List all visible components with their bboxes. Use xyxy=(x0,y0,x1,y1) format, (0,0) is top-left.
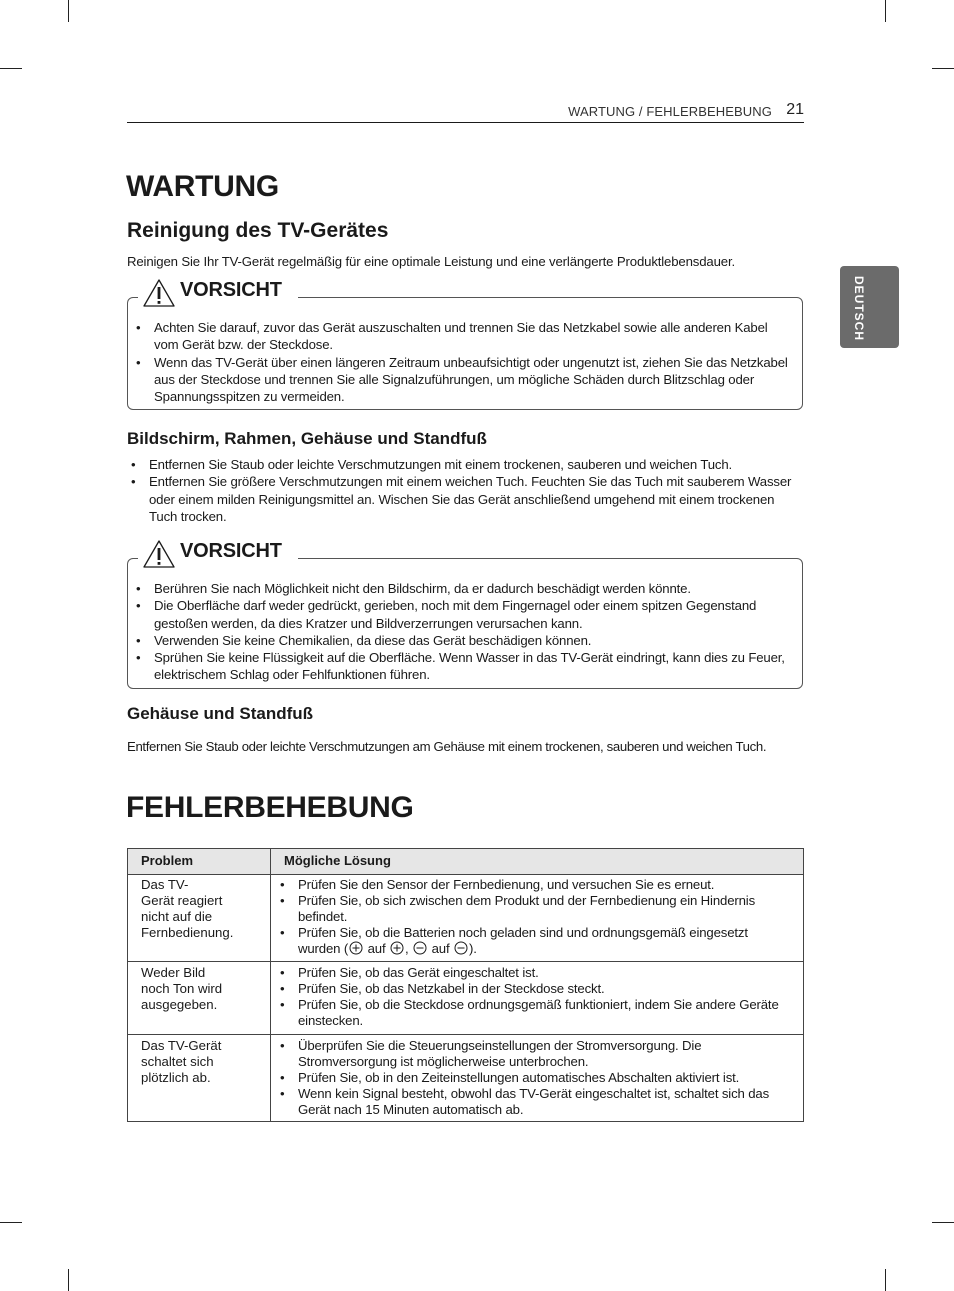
problem-line: ausgegeben. xyxy=(141,997,218,1012)
problem-line: nicht auf die xyxy=(141,909,213,924)
caution-list xyxy=(154,580,794,684)
column-header-problem: Problem xyxy=(141,853,194,868)
list-item: • Entfernen Sie Staub oder leichte Verschmutzungen mit einem trockenen, sauberen und weichen Tuch. xyxy=(149,456,804,473)
plus-circle-icon xyxy=(349,941,363,955)
subtitle-bildschirm: Bildschirm, Rahmen, Gehäuse und Standfuß xyxy=(127,429,487,448)
language-tab xyxy=(840,266,899,348)
crop-mark xyxy=(0,1222,22,1223)
battery-mid: auf xyxy=(364,941,390,956)
caution-title: VORSICHT xyxy=(180,279,282,301)
screen-list xyxy=(149,456,804,525)
problem-line: Das TV- xyxy=(141,877,189,892)
header-section: WARTUNG / FEHLERBEHEBUNG xyxy=(568,104,772,119)
crop-mark xyxy=(932,1222,954,1223)
list-item: • Sprühen Sie keine Flüssigkeit auf die Oberfläche. Wenn Wasser in das TV-Gerät eindringt, kann dies zu Feuer, elektrischem Schlag oder Fehlfunktionen führen. xyxy=(154,649,794,684)
list-item: • Prüfen Sie, ob das Gerät eingeschaltet ist. xyxy=(298,965,798,981)
list-item: • Prüfen Sie, ob sich zwischen dem Produkt und der Fernbedienung ein Hindernis befindet. xyxy=(298,893,798,925)
problem-line: noch Ton wird xyxy=(141,981,223,996)
warning-icon xyxy=(142,278,176,308)
row-divider xyxy=(128,1034,803,1035)
list-item: • Prüfen Sie, ob das Netzkabel in der Steckdose steckt. xyxy=(298,981,798,997)
section-title-wartung: WARTUNG xyxy=(126,170,279,203)
table-row-solution xyxy=(298,877,798,957)
list-item: • Prüfen Sie, ob in den Zeiteinstellungen automatisches Abschalten aktiviert ist. xyxy=(298,1070,798,1086)
caution-header xyxy=(138,535,298,569)
list-item: • Verwenden Sie keine Chemikalien, da diese das Gerät beschädigen können. xyxy=(154,632,794,649)
solution-text: Prüfen Sie, ob die Batterien noch geladen sind und ordnungsgemäß eingesetzt xyxy=(298,925,748,940)
running-header xyxy=(127,102,804,123)
solution-list xyxy=(298,877,798,957)
table-row-problem xyxy=(141,965,261,1013)
list-item: • Wenn kein Signal besteht, obwohl das TV-Gerät eingeschaltet ist, schaltet sich das Gerät nach 15 Minuten automatisch ab. xyxy=(298,1086,798,1118)
list-item: • Überprüfen Sie die Steuerungseinstellungen der Stromversorgung. Die Stromversorgung ist möglicherweise unterbrochen. xyxy=(298,1038,798,1070)
language-tab-label: DEUTSCH xyxy=(852,276,866,342)
caution-box xyxy=(127,540,803,689)
battery-sep: , xyxy=(405,941,413,956)
crop-mark xyxy=(68,0,69,22)
crop-mark xyxy=(68,1269,69,1291)
intro-text: Reinigen Sie Ihr TV-Gerät regelmäßig für eine optimale Leistung und eine verlängerte Produktlebensdauer. xyxy=(127,254,736,269)
crop-mark xyxy=(885,1269,886,1291)
crop-mark xyxy=(885,0,886,22)
list-item: • Berühren Sie nach Möglichkeit nicht den Bildschirm, da er dadurch beschädigt werden könnte. xyxy=(154,580,794,597)
page-number: 21 xyxy=(786,101,804,118)
caution-box xyxy=(127,279,803,410)
battery-suffix: ). xyxy=(468,941,477,956)
troubleshooting-table xyxy=(127,848,804,1122)
problem-line: Weder Bild xyxy=(141,965,206,980)
problem-line: Fernbedienung. xyxy=(141,925,234,940)
minus-circle-icon xyxy=(454,941,468,955)
plus-circle-icon xyxy=(390,941,404,955)
problem-line: Das TV-Gerät xyxy=(141,1038,222,1053)
problem-line: plötzlich ab. xyxy=(141,1070,211,1085)
subtitle-reinigung: Reinigung des TV-Gerätes xyxy=(127,219,389,242)
housing-text: Entfernen Sie Staub oder leichte Verschmutzungen am Gehäuse mit einem trockenen, sauberen und weichen Tuch. xyxy=(127,739,767,754)
list-item: • Prüfen Sie, ob die Steckdose ordnungsgemäß funktioniert, indem Sie andere Geräte einstecken. xyxy=(298,997,798,1029)
list-item: • Wenn das TV-Gerät über einen längeren Zeitraum unbeaufsichtigt oder ungenutzt ist, ziehen Sie das Netzkabel aus der Steckdose und trennen Sie alle Signalzuführungen, um mögliche Schäden durch Blitzschlag oder Spannungsspitzen zu vermeiden. xyxy=(154,354,794,406)
column-header-solution: Mögliche Lösung xyxy=(284,853,391,868)
list-item: • Entfernen Sie größere Verschmutzungen mit einem weichen Tuch. Feuchten Sie das Tuch mit sauberem Wasser oder einem milden Reinigungsmittel an. Wischen Sie das Gerät anschließend umgehend mit einem trockenen Tuch trocken. xyxy=(149,473,804,525)
column-divider xyxy=(270,849,271,1121)
problem-line: Gerät reagiert xyxy=(141,893,223,908)
battery-prefix: wurden ( xyxy=(298,941,349,956)
list-item: • Die Oberfläche darf weder gedrückt, gerieben, noch mit dem Fingernagel oder einem spitzen Gegenstand gestoßen werden, da dies Kratzer und Bildverzerrungen verursachen kann. xyxy=(154,597,794,632)
list-item: • Prüfen Sie den Sensor der Fernbedienung, und versuchen Sie es erneut. xyxy=(298,877,798,893)
table-header xyxy=(128,849,803,875)
crop-mark xyxy=(0,68,22,69)
subtitle-gehaeuse: Gehäuse und Standfuß xyxy=(127,704,314,723)
battery-mid: auf xyxy=(428,941,453,956)
solution-list xyxy=(298,1038,798,1118)
minus-circle-icon xyxy=(413,941,427,955)
caution-title: VORSICHT xyxy=(180,540,282,562)
problem-line: schaltet sich xyxy=(141,1054,214,1069)
list-item xyxy=(298,925,798,957)
table-row-problem xyxy=(141,1038,261,1086)
crop-mark xyxy=(932,68,954,69)
list-item: • Achten Sie darauf, zuvor das Gerät auszuschalten und trennen Sie das Netzkabel sowie alle anderen Kabel vom Gerät bzw. der Steckdose. xyxy=(154,319,794,354)
section-title-fehlerbehebung: FEHLERBEHEBUNG xyxy=(126,791,414,824)
row-divider xyxy=(128,961,803,962)
caution-header xyxy=(138,274,298,308)
table-row-problem xyxy=(141,877,261,941)
table-row-solution xyxy=(298,1038,798,1118)
caution-list xyxy=(154,319,794,405)
solution-list xyxy=(298,965,798,1029)
table-row-solution xyxy=(298,965,798,1029)
warning-icon xyxy=(142,539,176,569)
